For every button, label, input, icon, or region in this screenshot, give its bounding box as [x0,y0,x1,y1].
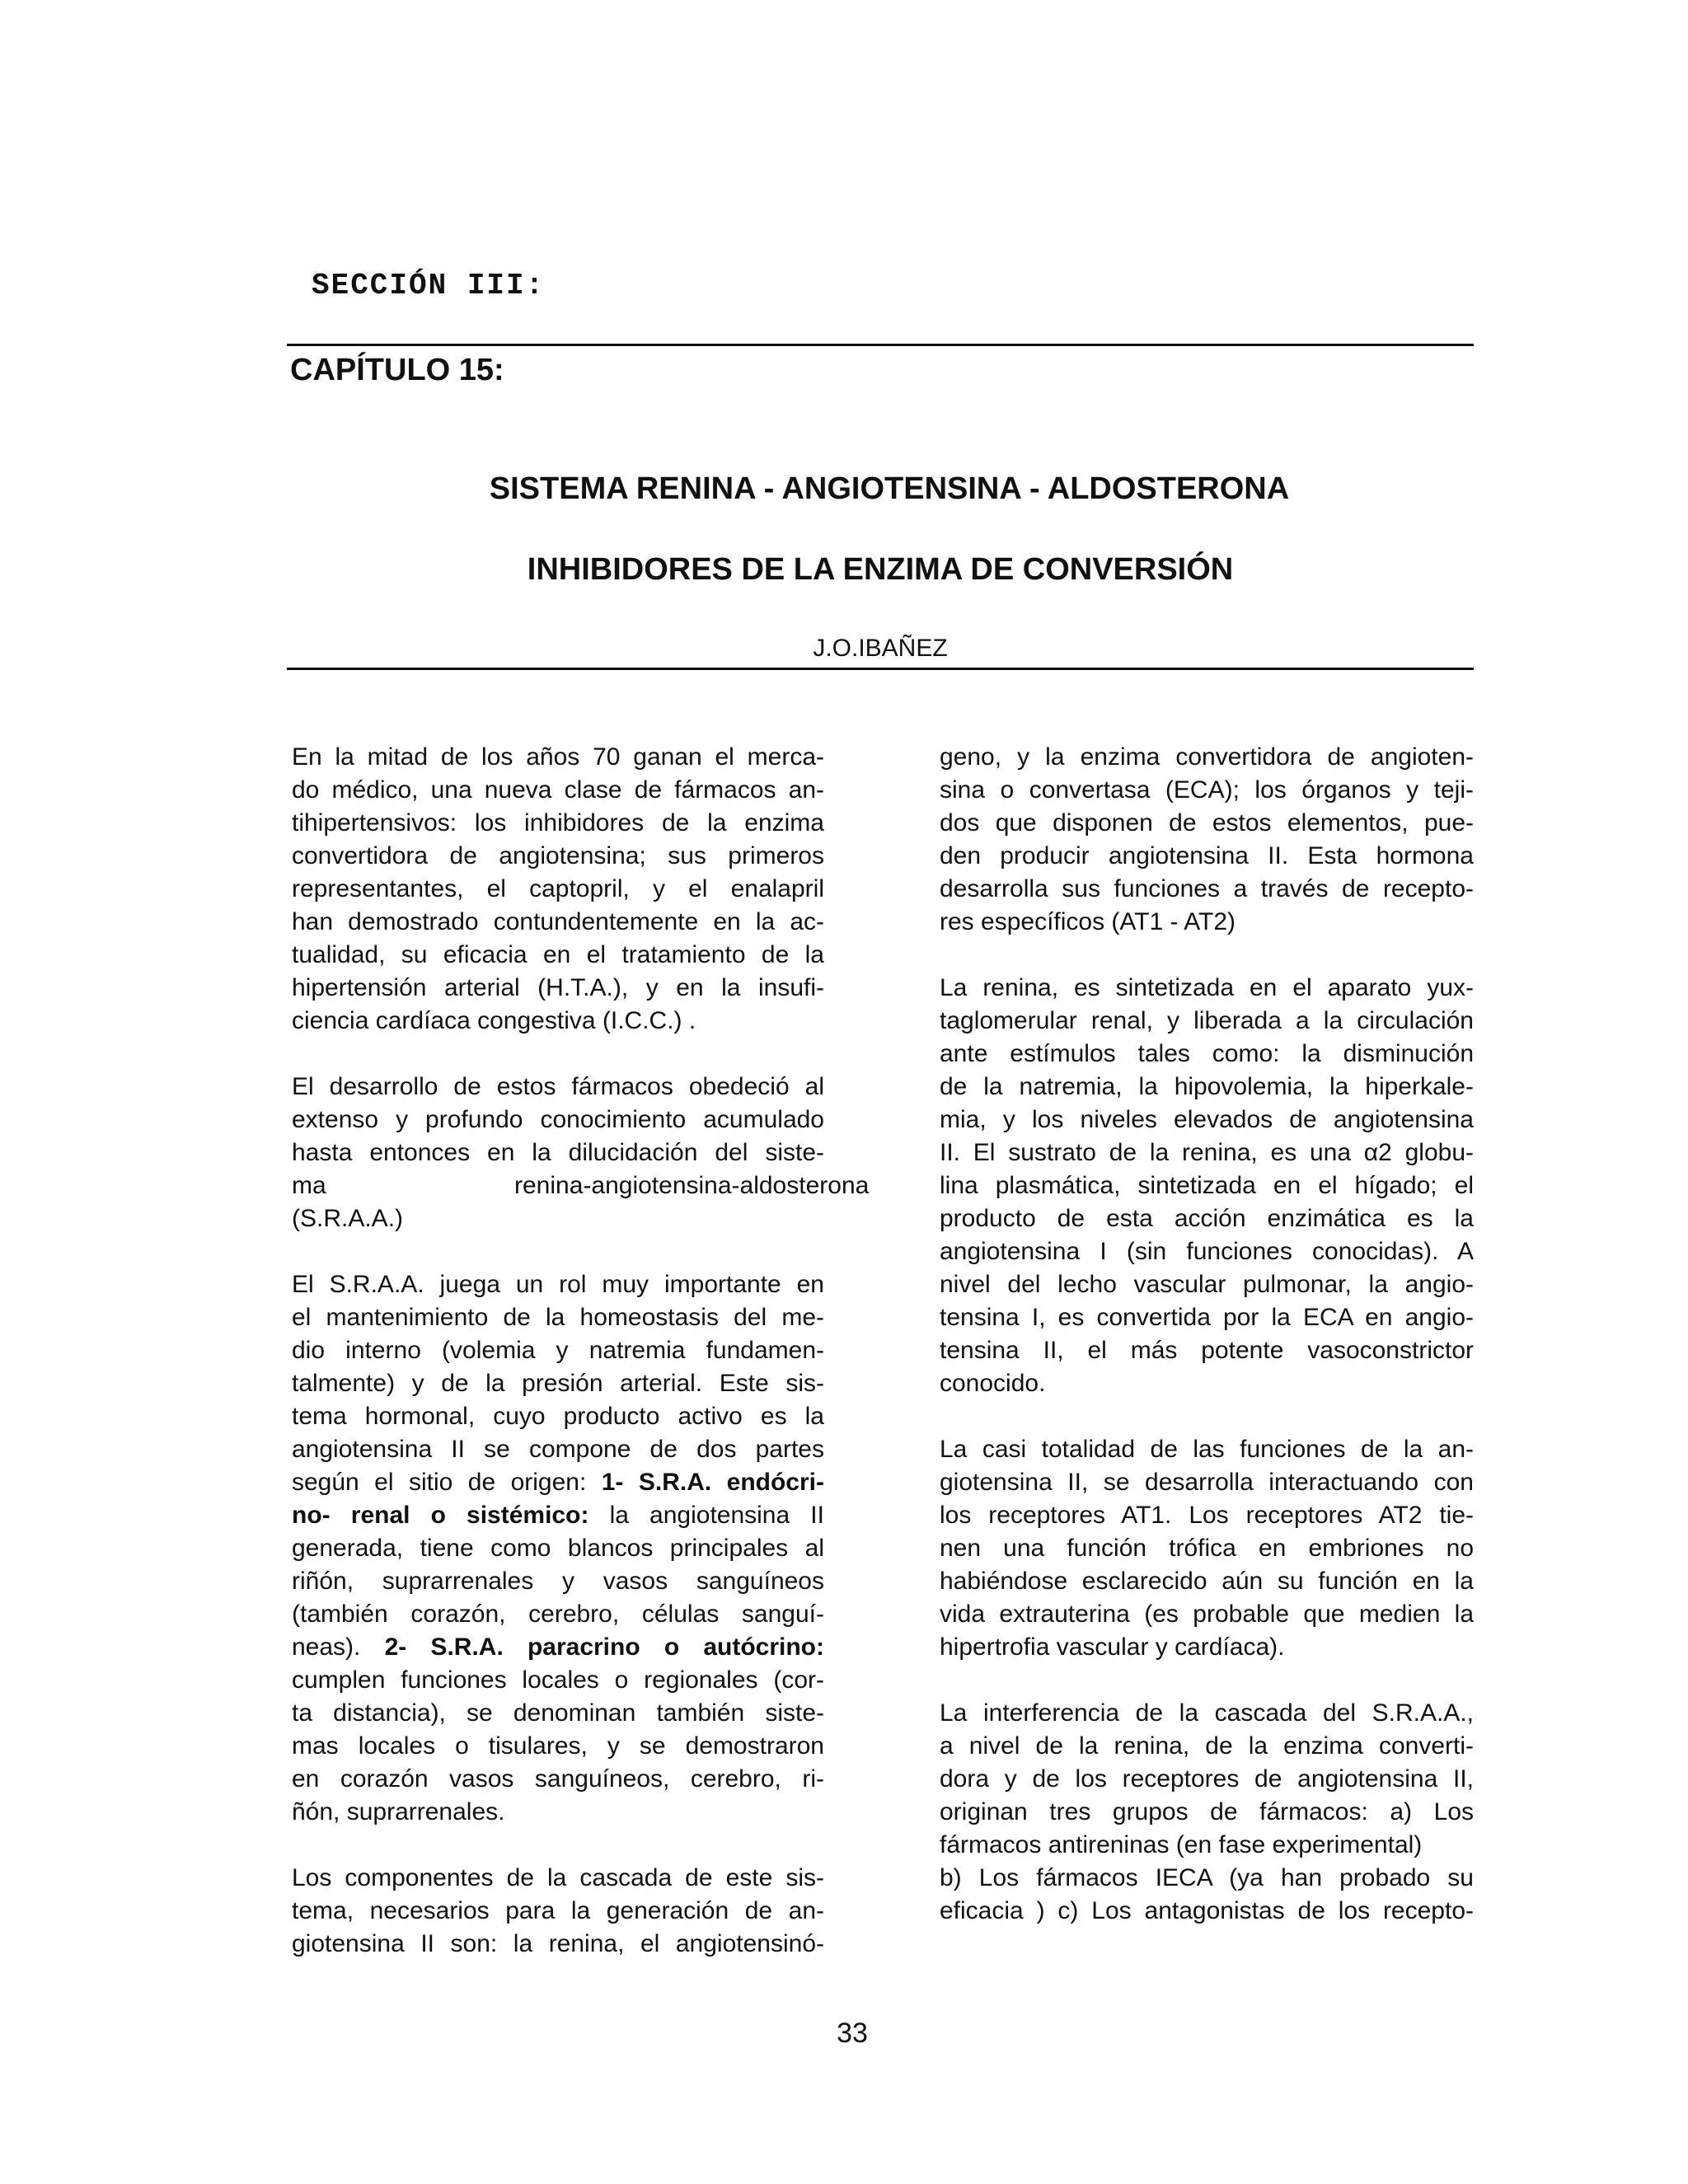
text-line: talmente) y de la presión arterial. Este sis- [292,1370,824,1397]
paragraph [940,741,1474,939]
text-line: extenso y profundo conocimiento acumulado [292,1106,824,1133]
text-line: En la mitad de los años 70 ganan el merca- [292,743,824,771]
text-line: fármacos antireninas (en fase experimental) [940,1831,1423,1858]
text-line: giotensina II, se desarrolla interactuando con [940,1469,1474,1496]
text-line: mas locales o tisulares, y se demostraron [292,1732,824,1760]
text-line: ciencia cardíaca congestiva (I.C.C.) . [292,1007,696,1034]
left-column [292,741,870,1994]
text-line: han demostrado contundentemente en la ac- [292,908,824,935]
text-line: eficacia ) c) Los antagonistas de los recepto- [940,1897,1474,1924]
text-line: dos que disponen de estos elementos, pue- [940,809,1474,837]
header-rule-bottom [287,668,1474,670]
text-line: generada, tiene como blancos principales al [292,1535,824,1562]
text-line: La renina, es sintetizada en el aparato yux- [940,974,1474,1001]
text-line: tema hormonal, cuyo producto activo es la [292,1403,824,1430]
text-line: angiotensina II se compone de dos partes [292,1436,824,1463]
text-line: cumplen funciones locales o regionales (cor- [292,1666,824,1694]
text-line: nen una función trófica en embriones no [940,1535,1474,1562]
text-line: El desarrollo de estos fármacos obedeció al [292,1073,824,1100]
text-line: tema, necesarios para la generación de an- [292,1897,824,1924]
text-line: La interferencia de la cascada del S.R.A.A., [940,1699,1474,1727]
header-rule-top [287,344,1474,346]
text-line-mixed [292,1499,824,1532]
text-line: riñón, suprarrenales y vasos sanguíneos [292,1568,824,1595]
text-line: angiotensina I (sin funciones conocidas). A [940,1238,1474,1265]
bold-term: no- renal o sistémico: [292,1502,589,1529]
text-line: res específicos (AT1 - AT2) [940,908,1236,935]
text-line: tensina I, es convertida por la ECA en angio- [940,1304,1474,1331]
text-line: mia, y los niveles elevados de angiotensina [940,1106,1474,1133]
text-line: ta distancia), se denominan también siste- [292,1699,824,1727]
author: J.O.IBAÑEZ [813,635,948,662]
paragraph [940,972,1474,1400]
text-line: los receptores AT1. Los receptores AT2 tie- [940,1502,1474,1529]
text-line: do médico, una nueva clase de fármacos an- [292,776,824,804]
paragraph [292,1268,824,1829]
bold-term: 2- S.R.A. paracrino o autócrino: [384,1633,824,1661]
paragraph [940,1697,1474,1928]
text-line: representantes, el captopril, y el enalapril [292,875,824,902]
paragraph [292,741,824,1038]
text-line: en corazón vasos sanguíneos, cerebro, ri- [292,1765,824,1793]
text-line: hipertrofia vascular y cardíaca). [940,1633,1285,1661]
text-line-mixed [292,1466,824,1499]
right-column [940,741,1474,1961]
text-line: (S.R.A.A.) [292,1205,404,1232]
chapter-heading: CAPÍTULO 15: [290,353,504,387]
text-line: hipertensión arterial (H.T.A.), y en la insufi- [292,974,824,1001]
text-line: hasta entonces en la dilucidación del siste- [292,1139,824,1166]
bold-term: 1- S.R.A. endócri- [601,1469,824,1496]
text-line: sina o convertasa (ECA); los órganos y teji- [940,776,1474,804]
text-line: dio interno (volemia y natremia fundamen- [292,1337,824,1364]
text-line: el mantenimiento de la homeostasis del me- [292,1304,824,1331]
text-segment: según el sitio de origen: [292,1469,587,1496]
text-line: Los componentes de la cascada de este sis- [292,1864,824,1891]
text-line: a nivel de la renina, de la enzima converti- [940,1732,1474,1760]
text-segment: neas). [292,1633,361,1661]
text-line-mixed [292,1631,824,1664]
text-line: La casi totalidad de las funciones de la an- [940,1436,1474,1463]
text-line: ma renina-angiotensina-aldosterona [292,1172,870,1199]
text-line: taglomerular renal, y liberada a la circulación [940,1007,1474,1034]
text-line: dora y de los receptores de angiotensina II, [940,1765,1474,1793]
text-line: conocido. [940,1370,1046,1397]
text-line: convertidora de angiotensina; sus primeros [292,842,824,869]
text-line: ante estímulos tales como: la disminución [940,1040,1474,1067]
text-line: giotensina II son: la renina, el angiotensinó- [292,1930,824,1957]
text-line: producto de esta acción enzimática es la [940,1205,1474,1232]
text-line: II. El sustrato de la renina, es una α2 globu- [940,1139,1474,1166]
section-label: SECCIÓN III: [312,269,546,302]
title-line-1: SISTEMA RENINA - ANGIOTENSINA - ALDOSTERONA [489,471,1290,506]
text-line: desarrolla sus funciones a través de recepto- [940,875,1474,902]
text-line: den producir angiotensina II. Esta hormona [940,842,1474,869]
page-number: 33 [837,2018,868,2049]
text-line: tualidad, su eficacia en el tratamiento de la [292,941,824,968]
text-line: tihipertensivos: los inhibidores de la enzima [292,809,824,837]
title-line-2: INHIBIDORES DE LA ENZIMA DE CONVERSIÓN [527,552,1234,587]
text-line: El S.R.A.A. juega un rol muy importante en [292,1271,824,1298]
paragraph [292,1071,870,1235]
text-line: tensina II, el más potente vasoconstrictor [940,1337,1474,1364]
text-line: habiéndose esclarecido aún su función en la [940,1568,1474,1595]
text-segment: la angiotensina II [609,1502,824,1529]
text-line: originan tres grupos de fármacos: a) Los [940,1798,1474,1825]
text-line: b) Los fármacos IECA (ya han probado su [940,1864,1474,1891]
paragraph [292,1862,824,1961]
text-line: de la natremia, la hipovolemia, la hiperkale- [940,1073,1474,1100]
text-line: nivel del lecho vascular pulmonar, la angio- [940,1271,1474,1298]
paragraph [940,1433,1474,1664]
text-line: ñón, suprarrenales. [292,1798,505,1825]
text-line: geno, y la enzima convertidora de angioten- [940,743,1474,771]
text-line: lina plasmática, sintetizada en el hígado; el [940,1172,1474,1199]
text-line: vida extrauterina (es probable que medien la [940,1601,1474,1628]
text-line: (también corazón, cerebro, células sanguí- [292,1601,824,1628]
